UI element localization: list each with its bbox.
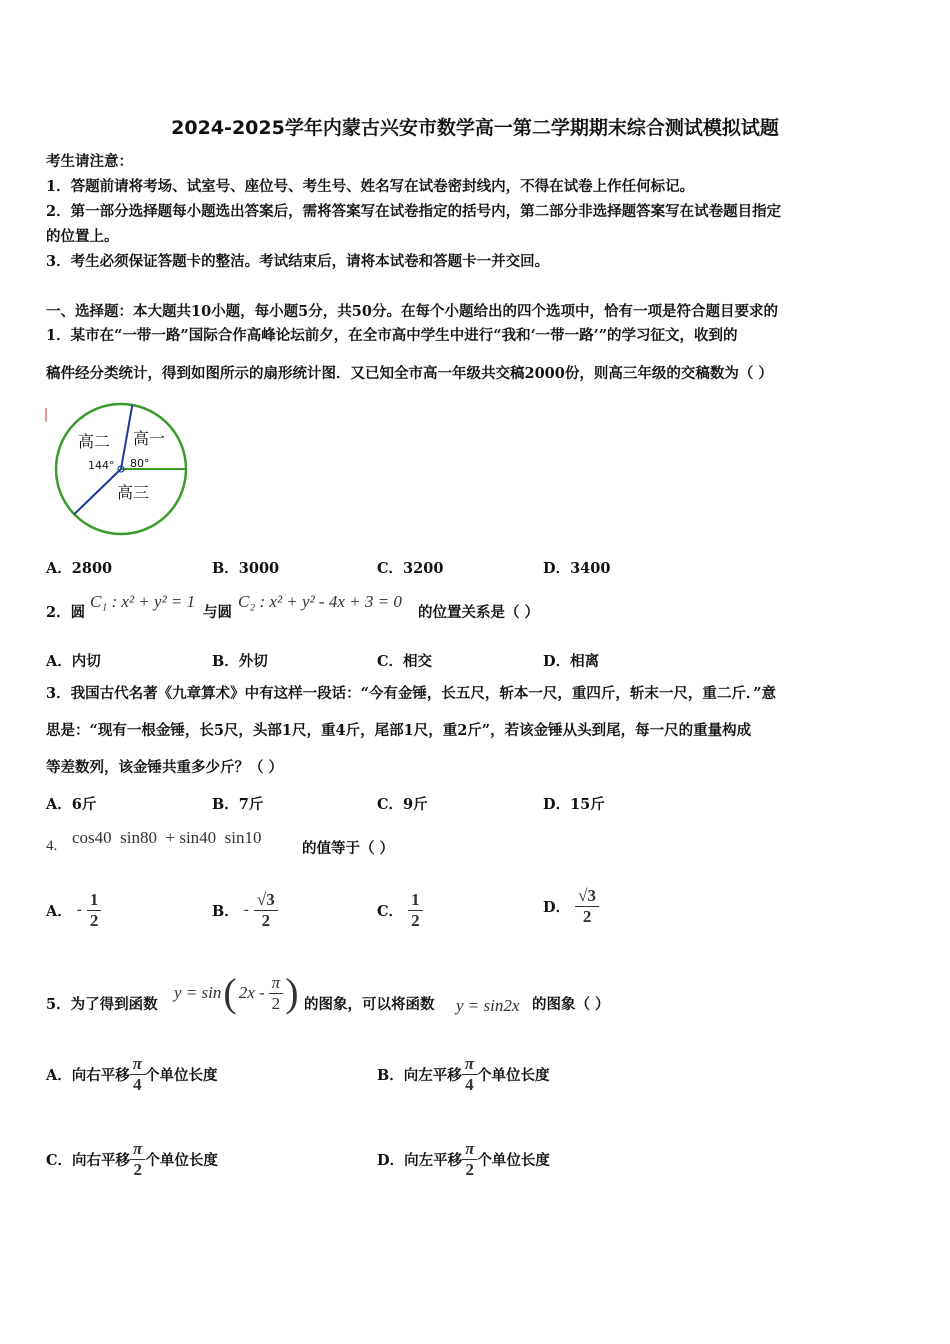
q3-text-line3: 等差数列，该金锤共重多少斤？（ ） (46, 759, 284, 776)
option-text: 相交 (403, 653, 433, 670)
notice-heading: 考生请注意： (46, 153, 133, 170)
option-text: 向右平移 (71, 1067, 130, 1084)
pie-angle-grade2: 144° (88, 459, 115, 472)
page-title: 2024-2025学年内蒙古兴安市数学高一第二学期期末综合测试模拟试题 (171, 117, 779, 139)
fraction-numerator: 1 (408, 890, 423, 911)
option-letter: C． (377, 796, 404, 813)
option-letter: D． (543, 560, 571, 577)
q3-option-d[interactable] (543, 793, 605, 814)
option-fraction (130, 1139, 145, 1180)
option-letter: A． (46, 1067, 72, 1084)
fraction-numerator: π (462, 1054, 477, 1075)
q5-option-d[interactable] (377, 1139, 550, 1180)
option-text: 3000 (238, 560, 280, 577)
q3-text-line2: 思是：“现有一根金锤，长5尺，头部1尺，重4斤，尾部1尺，重2斤”，若该金锤从头到尾，每一尺的重量构成 (46, 722, 752, 739)
option-text: 外切 (238, 653, 268, 670)
q5-suffix: 的图象（ ） (532, 996, 610, 1013)
notice-item: 3．考生必须保证答题卡的整洁。考试结束后，请将本试卷和答题卡一并交回。 (46, 253, 550, 270)
option-text: 15斤 (570, 796, 605, 813)
option-letter: C． (46, 1152, 73, 1169)
fraction-denominator: 4 (465, 1075, 474, 1094)
q4-number: 4. (46, 838, 58, 854)
q1-option-d[interactable] (543, 557, 610, 578)
option-letter: B． (212, 653, 239, 670)
option-letter: A． (46, 903, 72, 920)
option-sign: - (243, 902, 249, 918)
option-fraction (462, 1139, 477, 1180)
fraction-denominator: 2 (465, 1160, 474, 1179)
option-text: 相离 (570, 653, 600, 670)
q5-option-c[interactable] (46, 1139, 218, 1180)
option-letter: A． (46, 796, 72, 813)
fraction-numerator: 1 (87, 890, 102, 911)
q2-circle1-equation: C₁ : x² + y² = 1 (90, 592, 196, 611)
fraction-denominator: 2 (261, 911, 271, 930)
paren-close-icon: ) (285, 970, 299, 1015)
option-text: 9斤 (403, 796, 428, 813)
option-letter: A． (46, 560, 72, 577)
option-letter: B． (212, 796, 239, 813)
option-text: 3400 (570, 560, 611, 577)
option-fraction (575, 886, 599, 927)
option-text: 2800 (71, 560, 113, 577)
option-letter: A． (46, 653, 72, 670)
q2-mid: 与圆 (203, 604, 232, 621)
option-fraction (130, 1054, 145, 1095)
fraction-denominator: 2 (133, 1160, 142, 1179)
q5-function1 (174, 970, 299, 1016)
function-lhs: y = sin (174, 983, 222, 1002)
option-sign: - (76, 902, 82, 918)
option-letter: C． (377, 653, 404, 670)
option-letter: D． (543, 653, 571, 670)
option-letter: D． (543, 899, 571, 916)
q1-option-a[interactable] (46, 557, 112, 578)
q5-mid: 的图象，可以将函数 (304, 996, 435, 1013)
q2-option-b[interactable] (212, 650, 268, 671)
fraction-numerator: π (269, 973, 284, 994)
fraction-numerator: π (130, 1139, 145, 1160)
q3-option-b[interactable] (212, 793, 263, 814)
q2-option-c[interactable] (377, 650, 432, 671)
option-text: 7斤 (238, 796, 264, 813)
fraction-denominator: 2 (271, 993, 281, 1013)
q2-suffix: 的位置关系是（ ） (418, 604, 540, 621)
function-inner: 2x - (238, 983, 265, 1002)
option-text: 内切 (71, 653, 101, 670)
option-fraction (408, 890, 423, 931)
option-text: 向右平移 (72, 1152, 131, 1169)
option-letter: B． (212, 560, 239, 577)
option-text: 向左平移 (403, 1067, 462, 1084)
q1-option-b[interactable] (212, 557, 279, 578)
option-letter: B． (212, 903, 239, 920)
pie-label-grade2: 高二 (78, 432, 111, 451)
option-fraction (87, 890, 102, 931)
fraction-numerator: √3 (254, 890, 278, 911)
fraction-denominator: 2 (582, 907, 592, 926)
q4-option-b[interactable] (212, 890, 278, 931)
q2-option-d[interactable] (543, 650, 599, 671)
notice-item: 1．答题前请将考场、试室号、座位号、考生号、姓名写在试卷密封线内，不得在试卷上作任何标记。 (46, 178, 695, 195)
q5-option-b[interactable] (377, 1054, 550, 1095)
fraction-numerator: π (130, 1054, 145, 1075)
notice-item: 的位置上。 (46, 228, 119, 245)
option-fraction (462, 1054, 477, 1095)
q4-option-c[interactable] (377, 890, 423, 931)
fraction-numerator: π (462, 1139, 477, 1160)
q2-prefix: 2．圆 (46, 604, 86, 621)
option-letter: C． (377, 903, 404, 920)
option-text: 3200 (403, 560, 444, 577)
option-letter: C． (377, 560, 404, 577)
function-fraction (269, 973, 284, 1014)
q2-option-a[interactable] (46, 650, 101, 671)
fraction-denominator: 2 (411, 911, 420, 930)
q5-option-a[interactable] (46, 1054, 218, 1095)
q4-option-a[interactable] (46, 890, 101, 931)
q4-suffix: 的值等于（ ） (302, 840, 395, 857)
q1-text-line1: 1．某市在“一带一路”国际合作高峰论坛前夕，在全市高中学生中进行“我和‘一带一路’”的学习征文，收到的 (46, 327, 738, 344)
q1-option-c[interactable] (377, 557, 443, 578)
fraction-denominator: 4 (133, 1075, 142, 1094)
option-text: 向左平移 (404, 1152, 463, 1169)
q4-expression: cos40 sin80 + sin40 sin10 (72, 828, 262, 847)
option-letter: D． (543, 796, 571, 813)
pie-slice-boundary (74, 469, 121, 514)
fraction-denominator: 2 (89, 911, 99, 930)
option-text: 个单位长度 (145, 1152, 218, 1169)
notice-item: 2．第一部分选择题每小题选出答案后，需将答案写在试卷指定的括号内，第二部分非选择题答案写在试卷题目指定 (46, 203, 782, 220)
pie-angle-grade1: 80° (130, 457, 150, 470)
pie-label-grade1: 高一 (133, 429, 166, 448)
option-text: 6斤 (71, 796, 97, 813)
option-text: 个单位长度 (477, 1152, 550, 1169)
option-letter: B． (377, 1067, 404, 1084)
option-text: 个单位长度 (145, 1067, 218, 1084)
q3-text-line1: 3．我国古代名著《九章算术》中有这样一段话：“今有金锤，长五尺，斩本一尺，重四斤，斩末一尺，重二斤．”意 (46, 685, 777, 702)
fraction-numerator: √3 (575, 886, 599, 907)
q5-function2: y = sin2x (456, 996, 520, 1015)
pie-chart (44, 402, 194, 542)
q3-option-c[interactable] (377, 793, 428, 814)
q2-circle2-equation: C₂ : x² + y² - 4x + 3 = 0 (238, 592, 402, 611)
section-heading: 一、选择题：本大题共10小题，每小题5分，共50分。在每个小题给出的四个选项中，恰有一项是符合题目要求的 (46, 303, 778, 320)
q5-prefix: 5．为了得到函数 (46, 996, 158, 1013)
pie-label-grade3: 高三 (117, 483, 150, 502)
paren-open-icon: ( (223, 970, 237, 1015)
option-fraction (254, 890, 278, 931)
q4-option-d[interactable] (543, 886, 599, 927)
q1-text-line2: 稿件经分类统计，得到如图所示的扇形统计图．又已知全市高一年级共交稿2000份，则高三年级的交稿数为（ ） (46, 365, 773, 382)
option-letter: D． (377, 1152, 405, 1169)
option-text: 个单位长度 (477, 1067, 550, 1084)
q3-option-a[interactable] (46, 793, 96, 814)
